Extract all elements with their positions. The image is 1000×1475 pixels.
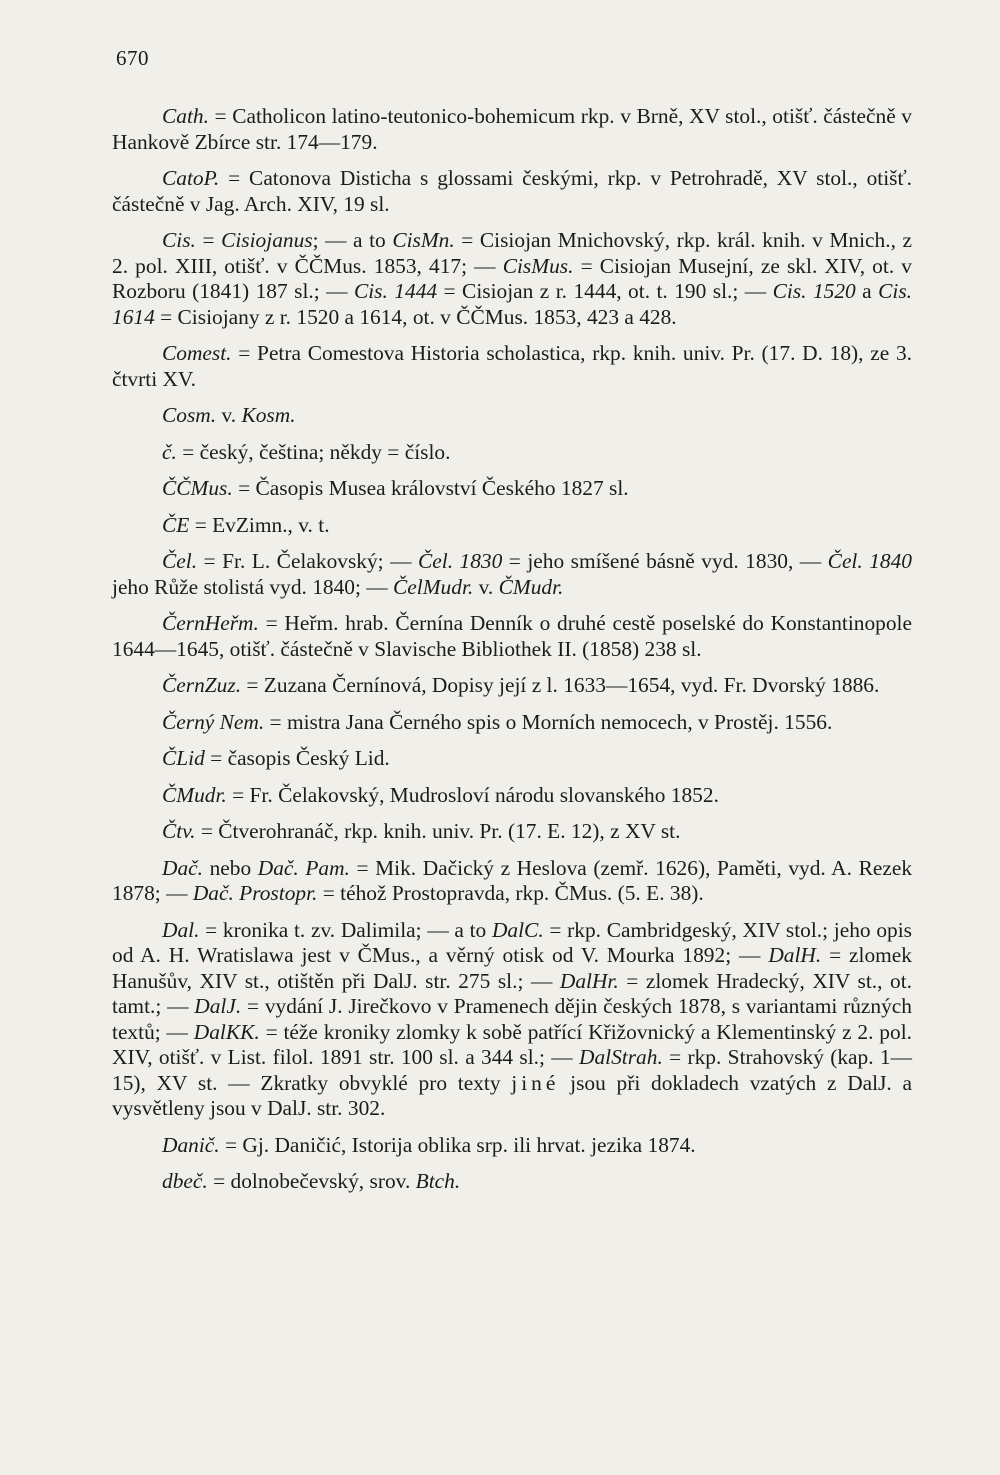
entry-cernzuz [112, 673, 912, 699]
entry-ctv [112, 819, 912, 845]
entry-text: = Mik. Dačický z Heslova (zemř. 1626), Paměti, vyd. A. Rezek 1878; — [112, 855, 913, 905]
entry-text: jeho Růže stolistá vyd. 1840; — [112, 574, 394, 599]
entry-text: = EvZimn., v. t. [189, 512, 330, 537]
entry-dac [112, 856, 912, 907]
abbreviation: DalH. [768, 943, 822, 967]
abbreviation: ČernZuz. [162, 673, 242, 697]
entry-ccmus [112, 476, 912, 502]
abbreviation: Čel. 1830 [417, 549, 503, 573]
abbreviation: Cosm. [162, 403, 217, 427]
abbreviation: Cath. [162, 104, 209, 128]
entry-text: v. [473, 574, 499, 599]
entry-text: = téže kroniky zlomky k sobě patřící Křižovnický a Klementinský z 2. pol. XIV, otišť. v List. filol. 1891 str. 100 sl. a 344 sl.; — [112, 1019, 912, 1069]
abbreviation: ČČMus. [162, 476, 233, 500]
entry-text: = Časopis Musea království Českého 1827 sl. [232, 476, 629, 500]
entry-clid [112, 746, 912, 772]
entry-text: = zlomek Hanušův, XIV st., otištěn při DalJ. str. 275 sl.; — [112, 943, 912, 993]
entry-cernherm [112, 611, 912, 662]
entry-catop [112, 166, 912, 217]
entry-text: jsou při dokladech vzatých z DalJ. a vysvětleny jsou v DalJ. str. 302. [112, 1070, 913, 1120]
abbreviation: DalKK. [193, 1019, 260, 1044]
entry-text: = Zuzana Černínová, Dopisy její z l. 1633—1654, vyd. Fr. Dvorský 1886. [241, 673, 880, 697]
entry-text: = kronika t. zv. Dalimila; — a to [199, 917, 492, 942]
abbreviation: Dač. Pam. [257, 855, 350, 880]
abbreviation: Čel. 1840 [827, 549, 912, 573]
entry-text: = rkp. Cambridgeský, XIV stol.; jeho opis od A. H. Wratislawa jest v ČMus., a věrný otisk od V. Mourka 1892; — [112, 917, 912, 967]
entry-comest [112, 341, 912, 392]
entry-text: = Catholicon latino-teutonico-bohemicum rkp. v Brně, XV stol., otišť. částečně v Hankově Zbírce str. 174—179. [112, 104, 912, 154]
abbreviation: Černý Nem. [162, 709, 265, 734]
abbreviation: Cis. 1614 [112, 279, 913, 329]
entry-text: = Fr. Čelakovský, Mudrosloví národu slovanského 1852. [226, 782, 719, 807]
page-number: 670 [116, 46, 149, 70]
abbreviation: ČMudr. [162, 782, 227, 807]
abbreviation: Cisiojanus [221, 228, 313, 252]
abbreviation: ČE [162, 512, 190, 537]
entry-cmudr [112, 783, 912, 809]
abbreviation: CatoP. [162, 166, 220, 190]
abbreviation: CisMus. [502, 253, 574, 278]
abbreviation: Cis. 1520 [772, 279, 856, 303]
entry-text: = vydání J. Jirečkovo v Pramenech dějin českých 1878, s variantami různých textů; — [112, 994, 912, 1044]
abbreviation: Btch. [415, 1169, 461, 1193]
entry-text: = Catonova Disticha s glossami českými, rkp. v Petrohradě, XV stol., otišť. částečně v Jag. Arch. XIV, 19 sl. [112, 166, 912, 216]
entry-text: = český, čeština; někdy = číslo. [176, 439, 451, 464]
abbreviation: Cis. 1444 [353, 279, 438, 303]
abbreviation: Comest. [162, 341, 232, 365]
abbreviation: ČMudr. [498, 574, 564, 599]
entry-text: = Cisiojan z r. 1444, ot. t. 190 sl.; — [437, 279, 773, 303]
entry-text: = Fr. L. Čelakovský; — [197, 549, 418, 573]
entry-cel [112, 549, 912, 600]
entry-text: = zlomek Hradecký, XIV st., ot. tamt.; — [112, 968, 912, 1018]
abbreviation: Dal. [162, 917, 200, 942]
abbreviation: č. [162, 439, 177, 464]
entry-dbec [112, 1169, 912, 1195]
entry-ce [112, 513, 912, 539]
entry-text: = Čtverohranáč, rkp. knih. univ. Pr. (17. E. 12), z XV st. [195, 819, 681, 843]
abbreviation: Čel. [162, 549, 198, 573]
abbreviation: dbeč. [162, 1169, 208, 1193]
abbreviation: Kosm. [241, 403, 296, 427]
abbreviation: Čtv. [162, 819, 196, 843]
entry-text: = časopis Český Lid. [204, 746, 390, 770]
abbreviation: Danič. [162, 1132, 220, 1157]
entry-text: = Gj. Daničić, Istorija oblika srp. ili hrvat. jezika 1874. [219, 1132, 696, 1157]
abbreviation-list [112, 104, 912, 1206]
abbreviation: ČernHeřm. [162, 611, 259, 635]
entry-cernynem [112, 710, 912, 736]
abbreviation: CisMn. [392, 228, 455, 252]
abbreviation: DalHr. [559, 968, 619, 993]
entry-cath [112, 104, 912, 155]
entry-cosm [112, 403, 912, 429]
entry-text: v. [216, 403, 242, 427]
abbreviation: DalJ. [194, 994, 242, 1018]
entry-text: = Cisiojan Mnichovský, rkp. král. knih. v Mnich., z 2. pol. XIII, otišť. v ČČMus. 1853, 417; — [112, 228, 912, 278]
entry-text: = mistra Jana Černého spis o Morních nemocech, v Prostěj. 1556. [264, 709, 833, 734]
emphasized-text: jiné [511, 1070, 560, 1095]
entry-text: ; — a to [312, 228, 393, 252]
entry-text: = dolnobečevský, srov. [207, 1169, 416, 1193]
entry-text: = téhož Prostopravda, rkp. ČMus. (5. E. 38). [317, 881, 704, 905]
entry-danic [112, 1133, 912, 1159]
entry-text: a [855, 279, 879, 303]
entry-text: = rkp. Strahovský (kap. 1—15), XV st. — Zkratky obvyklé pro texty [112, 1045, 912, 1095]
entry-text: = jeho smíšené básně vyd. 1830, — [502, 549, 828, 573]
entry-text: = Petra Comestova Historia scholastica, rkp. knih. univ. Pr. (17. D. 18), ze 3. čtvrti XV. [112, 341, 912, 391]
abbreviation: ČelMudr. [393, 574, 474, 599]
entry-cis [112, 228, 912, 330]
abbreviation: DalC. [491, 917, 544, 942]
abbreviation: DalStrah. [579, 1045, 663, 1069]
abbreviation: Cis. [162, 228, 196, 252]
entry-dal [112, 918, 912, 1122]
abbreviation: ČLid [162, 746, 205, 770]
entry-c [112, 440, 912, 466]
abbreviation: Dač. Prostopr. [192, 881, 318, 905]
entry-text: = Heřm. hrab. Černína Denník o druhé cestě poselské do Konstantinopole 1644—1645, otišť. částečně v Slavische Bibliothek II. (1858) 238 sl. [112, 611, 912, 661]
entry-text: = [195, 228, 222, 252]
entry-text: = Cisiojany z r. 1520 a 1614, ot. v ČČMus. 1853, 423 a 428. [154, 304, 677, 329]
abbreviation: Dač. [162, 855, 203, 880]
entry-text: = Cisiojan Musejní, ze skl. XIV, ot. v Rozboru (1841) 187 sl.; — [112, 253, 912, 303]
entry-text: nebo [203, 855, 258, 880]
